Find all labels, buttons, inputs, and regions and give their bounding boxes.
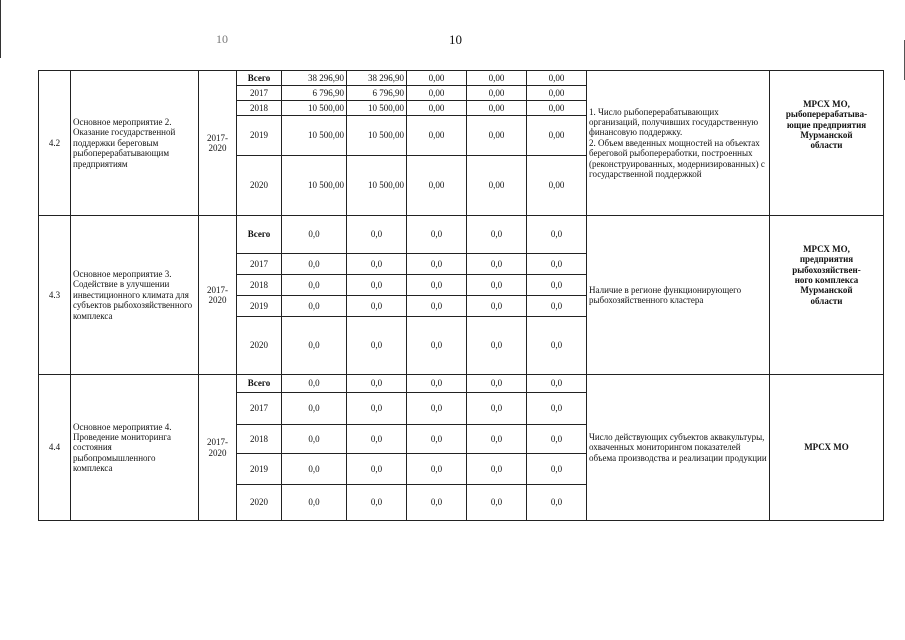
- value-cell: 0,0: [527, 296, 587, 317]
- year-label: 2017: [237, 254, 282, 275]
- value-cell: 0,00: [407, 101, 467, 116]
- value-cell: 0,0: [467, 216, 527, 254]
- value-cell: 0,0: [347, 393, 407, 425]
- program-measures-table: [38, 70, 884, 521]
- value-cell: 0,0: [282, 375, 347, 393]
- indicator-text: Число действующих субъектов аквакультуры, охваченных мониторингом показателей объема производства и реализации продукции: [587, 375, 770, 521]
- value-cell: 10 500,00: [347, 116, 407, 156]
- value-cell: 10 500,00: [282, 156, 347, 216]
- year-label: 2019: [237, 454, 282, 485]
- year-label: 2019: [237, 296, 282, 317]
- page-number: 10: [449, 32, 462, 47]
- value-cell: 0,00: [527, 156, 587, 216]
- responsible-executor: МРСХ МО: [770, 375, 884, 521]
- year-label: 2020: [237, 485, 282, 521]
- value-cell: 0,0: [347, 317, 407, 375]
- value-cell: 0,0: [347, 296, 407, 317]
- value-cell: 0,0: [407, 275, 467, 296]
- value-cell: 0,00: [527, 71, 587, 86]
- measure-period: 2017- 2020: [199, 71, 237, 216]
- value-cell: 0,0: [527, 454, 587, 485]
- value-cell: 0,0: [527, 254, 587, 275]
- page-left-edge-line: [0, 0, 1, 58]
- page-number-bleed: 10: [216, 32, 228, 46]
- value-cell: 0,0: [527, 485, 587, 521]
- value-cell: 0,0: [282, 485, 347, 521]
- measure-period: 2017- 2020: [199, 216, 237, 375]
- year-label: 2018: [237, 275, 282, 296]
- measure-number: 4.3: [39, 216, 71, 375]
- value-cell: 0,0: [347, 425, 407, 454]
- value-cell: 0,0: [407, 375, 467, 393]
- value-cell: 0,00: [467, 101, 527, 116]
- value-cell: 0,0: [467, 296, 527, 317]
- measure-name: Основное мероприятие 4. Проведение мониторинга состояния рыбопромышленного комплекса: [71, 375, 199, 521]
- value-cell: 0,0: [282, 275, 347, 296]
- year-label: Всего: [237, 71, 282, 86]
- value-cell: 0,00: [467, 86, 527, 101]
- value-cell: 0,0: [467, 454, 527, 485]
- value-cell: 0,0: [407, 254, 467, 275]
- value-cell: 0,0: [467, 375, 527, 393]
- year-label: 2019: [237, 116, 282, 156]
- value-cell: 10 500,00: [282, 101, 347, 116]
- value-cell: 0,0: [282, 216, 347, 254]
- year-label: 2017: [237, 86, 282, 101]
- value-cell: 38 296,90: [347, 71, 407, 86]
- year-label: 2018: [237, 101, 282, 116]
- value-cell: 0,0: [527, 393, 587, 425]
- value-cell: 0,0: [527, 317, 587, 375]
- value-cell: 0,0: [282, 254, 347, 275]
- value-cell: 0,00: [527, 86, 587, 101]
- value-cell: 0,00: [467, 156, 527, 216]
- value-cell: 0,0: [527, 375, 587, 393]
- value-cell: 0,0: [347, 375, 407, 393]
- value-cell: 0,00: [467, 71, 527, 86]
- table-row: [39, 375, 884, 393]
- value-cell: 0,0: [407, 454, 467, 485]
- value-cell: 0,0: [347, 216, 407, 254]
- value-cell: 0,0: [527, 275, 587, 296]
- year-label: Всего: [237, 216, 282, 254]
- year-label: 2020: [237, 317, 282, 375]
- value-cell: 0,0: [407, 393, 467, 425]
- year-label: Всего: [237, 375, 282, 393]
- value-cell: 0,0: [407, 317, 467, 375]
- value-cell: 6 796,90: [282, 86, 347, 101]
- value-cell: 0,0: [282, 296, 347, 317]
- measure-number: 4.4: [39, 375, 71, 521]
- year-label: 2020: [237, 156, 282, 216]
- indicator-text: 1. Число рыбоперерабатывающих организаций, получивших государственную финансовую поддержку. 2. Объем введенных мощностей на объектах береговой рыбопереработки, построенных (реконструированных, модернизированных) с государственной поддержкой: [587, 71, 770, 216]
- value-cell: 0,0: [282, 425, 347, 454]
- value-cell: 0,0: [467, 425, 527, 454]
- measure-name: Основное мероприятие 2. Оказание государственной поддержки береговым рыбоперерабатывающим предприятиям: [71, 71, 199, 216]
- value-cell: 0,0: [407, 296, 467, 317]
- value-cell: 10 500,00: [282, 116, 347, 156]
- table-row: [39, 71, 884, 86]
- value-cell: 0,0: [467, 393, 527, 425]
- value-cell: 0,0: [407, 485, 467, 521]
- table-row: [39, 216, 884, 254]
- value-cell: 0,0: [527, 425, 587, 454]
- responsible-executor: МРСХ МО, предприятия рыбохозяйствен- ного комплекса Мурманской области: [770, 216, 884, 375]
- value-cell: 10 500,00: [347, 156, 407, 216]
- value-cell: 0,0: [527, 216, 587, 254]
- value-cell: 0,0: [347, 275, 407, 296]
- value-cell: 0,0: [282, 317, 347, 375]
- value-cell: 0,0: [407, 425, 467, 454]
- value-cell: 0,0: [282, 393, 347, 425]
- value-cell: 6 796,90: [347, 86, 407, 101]
- value-cell: 0,00: [467, 116, 527, 156]
- value-cell: 0,0: [467, 317, 527, 375]
- value-cell: 0,0: [347, 485, 407, 521]
- value-cell: 0,00: [407, 71, 467, 86]
- value-cell: 0,00: [407, 86, 467, 101]
- value-cell: 0,0: [467, 254, 527, 275]
- year-label: 2017: [237, 393, 282, 425]
- value-cell: 0,00: [527, 116, 587, 156]
- value-cell: 38 296,90: [282, 71, 347, 86]
- value-cell: 0,0: [467, 485, 527, 521]
- value-cell: 0,0: [347, 454, 407, 485]
- value-cell: 0,0: [407, 216, 467, 254]
- value-cell: 0,0: [347, 254, 407, 275]
- value-cell: 0,00: [407, 116, 467, 156]
- year-label: 2018: [237, 425, 282, 454]
- measure-name: Основное мероприятие 3. Содействие в улучшении инвестиционного климата для субъектов рыбохозяйственного комплекса: [71, 216, 199, 375]
- measure-number: 4.2: [39, 71, 71, 216]
- indicator-text: Наличие в регионе функционирующего рыбохозяйственного кластера: [587, 216, 770, 375]
- value-cell: 0,00: [527, 101, 587, 116]
- value-cell: 0,0: [282, 454, 347, 485]
- responsible-executor: МРСХ МО, рыбоперерабатыва- ющие предприятия Мурманской области: [770, 71, 884, 216]
- value-cell: 0,0: [467, 275, 527, 296]
- value-cell: 10 500,00: [347, 101, 407, 116]
- measure-period: 2017- 2020: [199, 375, 237, 521]
- value-cell: 0,00: [407, 156, 467, 216]
